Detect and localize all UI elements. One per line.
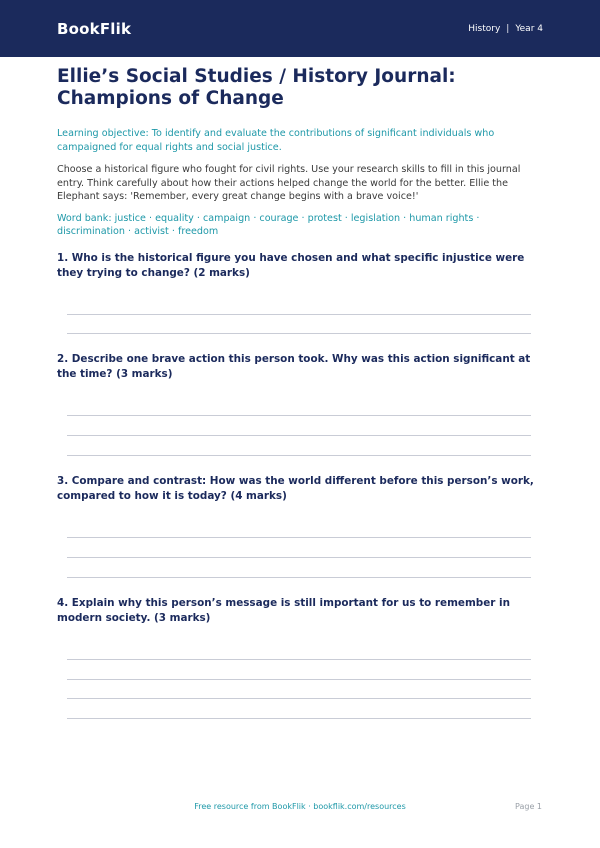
question-2 xyxy=(57,352,543,381)
question-2-text: 2. Describe one brave action this person took. Why was this action significant at the time? (3 marks) xyxy=(57,353,531,380)
answer-line[interactable] xyxy=(67,718,531,719)
answer-line[interactable] xyxy=(67,577,531,578)
question-1-text: 1. Who is the historical figure you have chosen and what specific injustice were they trying to change? (2 marks) xyxy=(57,252,525,279)
question-1 xyxy=(57,251,543,280)
header-meta xyxy=(468,24,543,34)
question-3-text: 3. Compare and contrast: How was the world different before this person’s work, compared to how it is today? (4 marks) xyxy=(57,475,534,502)
question-4 xyxy=(57,596,543,625)
header-bar xyxy=(0,0,600,57)
answer-line[interactable] xyxy=(67,415,531,416)
intro-section xyxy=(57,66,543,239)
answer-line[interactable] xyxy=(67,537,531,538)
word-bank: Word bank: justice · equality · campaign · courage · protest · legislation · human rights · discrimination · activist · freedom xyxy=(57,212,480,237)
answer-line[interactable] xyxy=(67,698,531,699)
instructions-text: Choose a historical figure who fought for civil rights. Use your research skills to fill in this journal entry. Think carefully about how their actions helped change the world for the better. Ellie the Elephant says: 'Remember, every great change begins with a brave voice!' xyxy=(57,164,521,202)
brand-logo: BookFlik xyxy=(57,19,132,38)
page-title: Ellie’s Social Studies / History Journal: Champions of Change xyxy=(57,66,456,109)
page-number: Page 1 xyxy=(515,802,542,811)
answer-line[interactable] xyxy=(67,557,531,558)
question-4-text: 4. Explain why this person’s message is still important for us to remember in modern society. (3 marks) xyxy=(57,597,510,624)
question-3 xyxy=(57,474,543,503)
answer-line[interactable] xyxy=(67,455,531,456)
answer-line[interactable] xyxy=(67,679,531,680)
answer-line[interactable] xyxy=(67,314,531,315)
answer-line[interactable] xyxy=(67,435,531,436)
meta-separator: | xyxy=(506,23,510,34)
answer-line[interactable] xyxy=(67,659,531,660)
subject-label: History xyxy=(468,23,501,34)
learning-objective: Learning objective: To identify and evaluate the contributions of significant individuals who campaigned for equal rights and social justice. xyxy=(57,128,495,153)
footer-text: Free resource from BookFlik · bookflik.com/resources xyxy=(194,802,406,811)
answer-line[interactable] xyxy=(67,333,531,334)
year-label: Year 4 xyxy=(515,23,543,34)
